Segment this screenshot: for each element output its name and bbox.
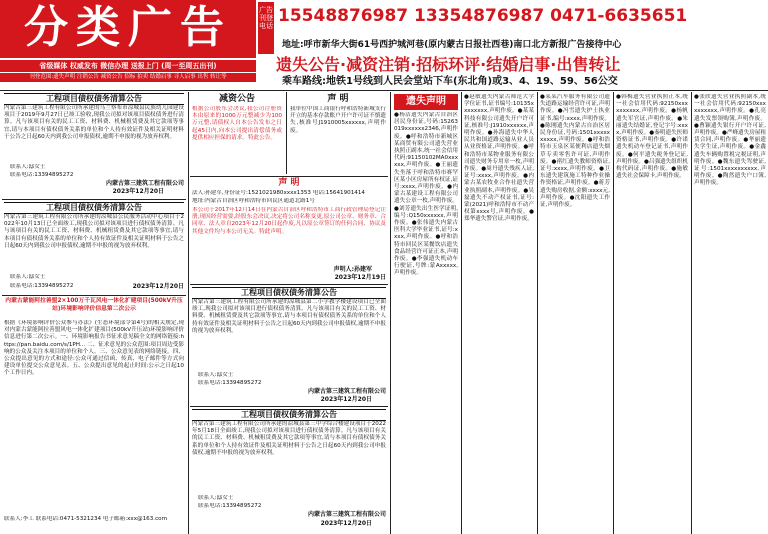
notice2-date: 2023年12月20日: [132, 283, 184, 290]
categories-line: 遗失公告·减资注销·招标环评·结婚启事·出售转让: [276, 55, 621, 74]
middle-signer: 法人:孙建军,身份证号:1521021980xxxx1353 电话:15641901414: [192, 190, 365, 196]
notice5-phone: 联系电话:13394895272: [198, 503, 262, 509]
statement-body: 我单位中国工商银行呼和浩特新城支行开立的基本存款账户开户许可证不慎遗失,核准号J1910005xxxxxx,声明作废。: [290, 106, 386, 134]
notice5-body: 内蒙古第三建筑工程有限公司所承建的凉城县第三中学综合楼建设项目于2022年5月18日全面竣工,现我公司拟对该项目进行债权债务清算。凡与该项目有关的民工工资、材料费、机械租赁费及其它款项等事宜,请与本项目有债权债务关系的单位和个人持有效证件及相关证明材料于公告之日起60天内到我公司申报债权,逾期不申报的视为放弃权利。: [192, 421, 386, 456]
notice3-title: 内蒙古蒙能阿拉善盟2×100万千瓦风电一体化扩建项目(500kV升压站)环境影响评价信息第二次公示: [5, 298, 183, 312]
lost-divider-1: [461, 92, 462, 534]
col2-divider-2: [190, 284, 388, 285]
notice1-body: 内蒙古第三建筑工程有限公司所承建的乌兰察布市凉城县民族幼儿园建设项目于2019年9月27日已竣工验收,现我公司拟对该项目债权债务进行清算。凡与该项目有关的民工工资、材料费、机械租赁费及其它款项等事宜,请与本项目有债权债务关系的单位和个人持有效证件及相关证明材料于公告之日起60天内到我公司申报债权,逾期不申报的视为放弃权利。: [4, 105, 184, 140]
notice4-contact: 联系人:邸女士: [198, 372, 234, 378]
col2-divider-3: [190, 406, 388, 407]
notice2-body: 内蒙古第三建筑工程有限公司所承建的凉城县公民服务活动中心项目于2022年10月13日已全面竣工,现我公司拟对该项目进行债权债务清算。凡与该项目有关的民工工资、材料费、机械租赁费及其它款项等事宜,请与本项目有债权债务关系的单位和个人持有效证件及相关证明材料于公告之日起60天内到我公司申报债权,逾期不申报的视为放弃权利。: [4, 214, 184, 249]
middle-title: 声 明: [278, 178, 300, 188]
statement-title: 声 明: [327, 94, 349, 104]
notice2-title: 工程项目债权债务清算公告: [4, 202, 184, 214]
notice5-title: 工程项目债权债务清算公告: [192, 409, 386, 421]
phone-numbers: 15548876987 13354876987 0471-6635651: [278, 6, 688, 26]
reduce-body: 根据公司股东会决议,我公司注册资本由原来的1000万元整减少为100万元整,请债权人自本公告发布之日起45日内,向本公司提出清偿债务或提供相应担保的请求。特此公告。: [192, 106, 282, 141]
lost-col-d: ●韩梅遗失营业执照正本,统一社会信用代码:92150xxxxxxxxxx,声明作废。●杨帆遗失军官证,声明作废。●朱丽遗失结婚证,登记字号:xxxx,声明作废。●秦明遗失医师资格证书,声明作废。●许诺遗失机动车登记证书,声明作废。●何平遗失税务登记证,声明作废。●吕强遗失组织机构代码证,声明作废。●施敏遗失社会保障卡,声明作废。: [616, 94, 688, 180]
route-line: 乘车路线:地铁1号线到人民会堂站下车(东北角)或3、4、19、59、56公交: [282, 76, 618, 87]
logo-title: 分类广告: [24, 2, 232, 53]
reduce-title: 减资公告: [218, 94, 255, 104]
middle-date: 2023年12月19日: [334, 274, 386, 281]
notice1-date: 2023年12月20日: [112, 188, 164, 195]
lost-divider-2: [537, 92, 538, 534]
notice5-contact: 联系人:邸女士: [198, 495, 234, 501]
col2-divider-1: [190, 176, 388, 177]
header-divider: [0, 90, 768, 91]
notice2-phone: 联系电话:13394895272: [10, 283, 74, 289]
side-tag: 广告刊登电话: [258, 2, 274, 54]
lost-divider-4: [691, 92, 692, 534]
address-line: 地址:呼市新华大街61号西护城河巷(原内蒙古日报社西巷)南口北方新报广告接待中心: [282, 40, 622, 50]
scope-line: 刊登范围:遗失声明 注销公告 减资公告 招标 拍卖 结婚启事 寻人启事 出售 转让等: [0, 73, 256, 82]
column-divider-2: [390, 92, 391, 534]
notice1-title: 工程项目债权债务清算公告: [4, 93, 184, 105]
lost-col-a: ●杨洁遗失内蒙古自治区居民身份证,号码:15263019xxxxxx2346,声明作废。●呼和浩特市新城区某商贸有限公司遗失营业执照正副本,统一社会信用代码:91150102MA0xxxxxx,声明作废。●王丽遗失坐落于呼和浩特市赛罕区某小区房屋所有权证,证号:xxxx,声明作废。●内蒙古某建设工程有限公司遗失公章一枚,声明作废。●刘芳遗失出生医学证明,编号:Q150xxxxxx,声明作废。●张伟遗失内蒙古医科大学毕业证书,证号:xxxx,声明作废。●呼和浩特市回民区某餐饮店遗失食品经营许可证正本,声明作废。●李强遗失机动车行驶证,号牌:蒙Axxxxx,声明作废。: [394, 112, 458, 277]
notice4-company: 内蒙古第三建筑工程有限公司: [307, 388, 386, 395]
notice4-body: 内蒙古第三建筑工程有限公司所承建的凉城县第二小学教学楼建设项目已全面竣工,现我公司拟对该项目进行债权债务清算。凡与该项目有关的民工工资、材料费、机械租赁费及其它款项等事宜,请与本项目有债权债务关系的单位和个人持有效证件及相关证明材料于公告之日起60天内到我公司申报债权,逾期不申报的视为放弃权利。: [192, 299, 386, 334]
notice5-company: 内蒙古第三建筑工程有限公司: [307, 511, 386, 518]
notice1-contact: 联系人:邸女士: [10, 164, 46, 170]
inner-divider: [286, 92, 287, 174]
lost-col-b: ●赵敏遗失内蒙古师范大学学位证书,证书编号:10135xxxxxxxx,声明作废。●某某科技有限公司遗失开户许可证,核准号:J1910xxxxxx,声明作废。●孙海遗失中华人民共和国道路运输从业人员从业资格证,声明作废。●呼和浩特市某物业服务有限公司遗失财务专用章一枚,声明作废。●周丹遗失残疾人证,证号:xxxx,声明作废。●内蒙古某农牧业合作社遗失营业执照副本,声明作废。●吴磊遗失不动产权证书,证号:蒙(2021)呼和浩特市不动产权第xxxx号,声明作废。●郑华遗失警官证,声明作废。: [464, 94, 534, 223]
notice4-phone: 联系电话:13394895272: [198, 380, 262, 386]
notice2-contact: 联系人:邸女士: [10, 274, 46, 280]
notice1-phone: 联系电话:13394895272: [10, 172, 74, 178]
lost-col-c: ●某某汽车服务有限公司遗失道路运输经营许可证,声明作废。●冯雪遗失护士执业证书,编号:xxxx,声明作废。●陈刚遗失内蒙古自治区居民身份证,号码:1501xxxxxxxxxx,声明作废。●呼和浩特市玉泉区某便利店遗失烟草专卖零售许可证,声明作废。●褚红遗失教师资格证,证号:xxxx,声明作废。●卫东遗失建筑施工特种作业操作资格证,声明作废。●蒋芳遗失购房收据,金额:xxxx元,声明作废。●沈阳遗失工作证,声明作废。: [540, 94, 610, 209]
column-divider-1: [188, 92, 189, 534]
notice4-date: 2023年12月20日: [320, 396, 372, 403]
middle-body: 本公司于2017年12月14日在内蒙古自治区呼和浩特市工商行政管理局登记注册,现因经营需要,经股东会决议,决定将公司名称变更,原公司公章、财务章、合同章、法人章自2023年12月20日起作废,凡以原公章签订的任何合同、协议及其他文件均与本公司无关。特此声明。: [192, 207, 386, 235]
notice1-company: 内蒙古第三建筑工程有限公司: [105, 180, 184, 187]
notice4-title: 工程项目债权债务清算公告: [192, 287, 386, 299]
col1-divider-1: [2, 199, 186, 200]
lost-col-e: ●张欣遗失营业执照副本,统一社会信用代码:92150xxxxxxxxxx,声明作废。●孔亮遗失发票领购簿,声明作废。●曹颖遗失银行开户许可证,声明作废。●严峰遗失房屋租赁合同,声明作废。●华丽遗失学生证,声明作废。●金鑫遗失车辆购置税完税证明,声明作废。●魏东遗失驾驶证,证号:1501xxxxxxxxxx,声明作废。●陶然遗失户口簿,声明作废。: [694, 94, 766, 187]
lost-divider-3: [613, 92, 614, 534]
notice5-date: 2023年12月20日: [320, 520, 372, 527]
lost-banner: 遗失声明: [394, 94, 458, 110]
middle-sign-person: 声明人:孙建军: [333, 266, 372, 273]
col1-divider-2: [2, 295, 186, 296]
middle-address: 地址:内蒙古自治区呼和浩特市回民区通道北路1号: [192, 198, 315, 204]
notice3-body: 根据《环境影响评价公众参与办法》(生态环境部令第4号)的相关规定,现对内蒙古蒙能阿拉善盟风电一体化扩建项目(500kV升压站)环境影响评价信息进行第二次公示。一、环境影响报告书征求意见稿全文的网络链接:https://pan.baidu.com/s/1PH... 二、征求意见的公众范围:项目周边受影响的公众及关注本项目的单位和个人。三、公众意见表的网络链接。四、公众提出意见的方式和途径:公众可通过信函、传真、电子邮件等方式向建设单位提交公众意见表。五、公众提出意见的起止时间:公示之日起10个工作日内。: [4, 320, 184, 377]
service-line: 省级媒体 权威发布 微信办理 送报上门 (周一至周五出刊): [0, 60, 256, 72]
notice3-footer: 联系人:李工 联系电话:0471-5321234 电子邮箱:xxx@163.com: [4, 516, 168, 522]
